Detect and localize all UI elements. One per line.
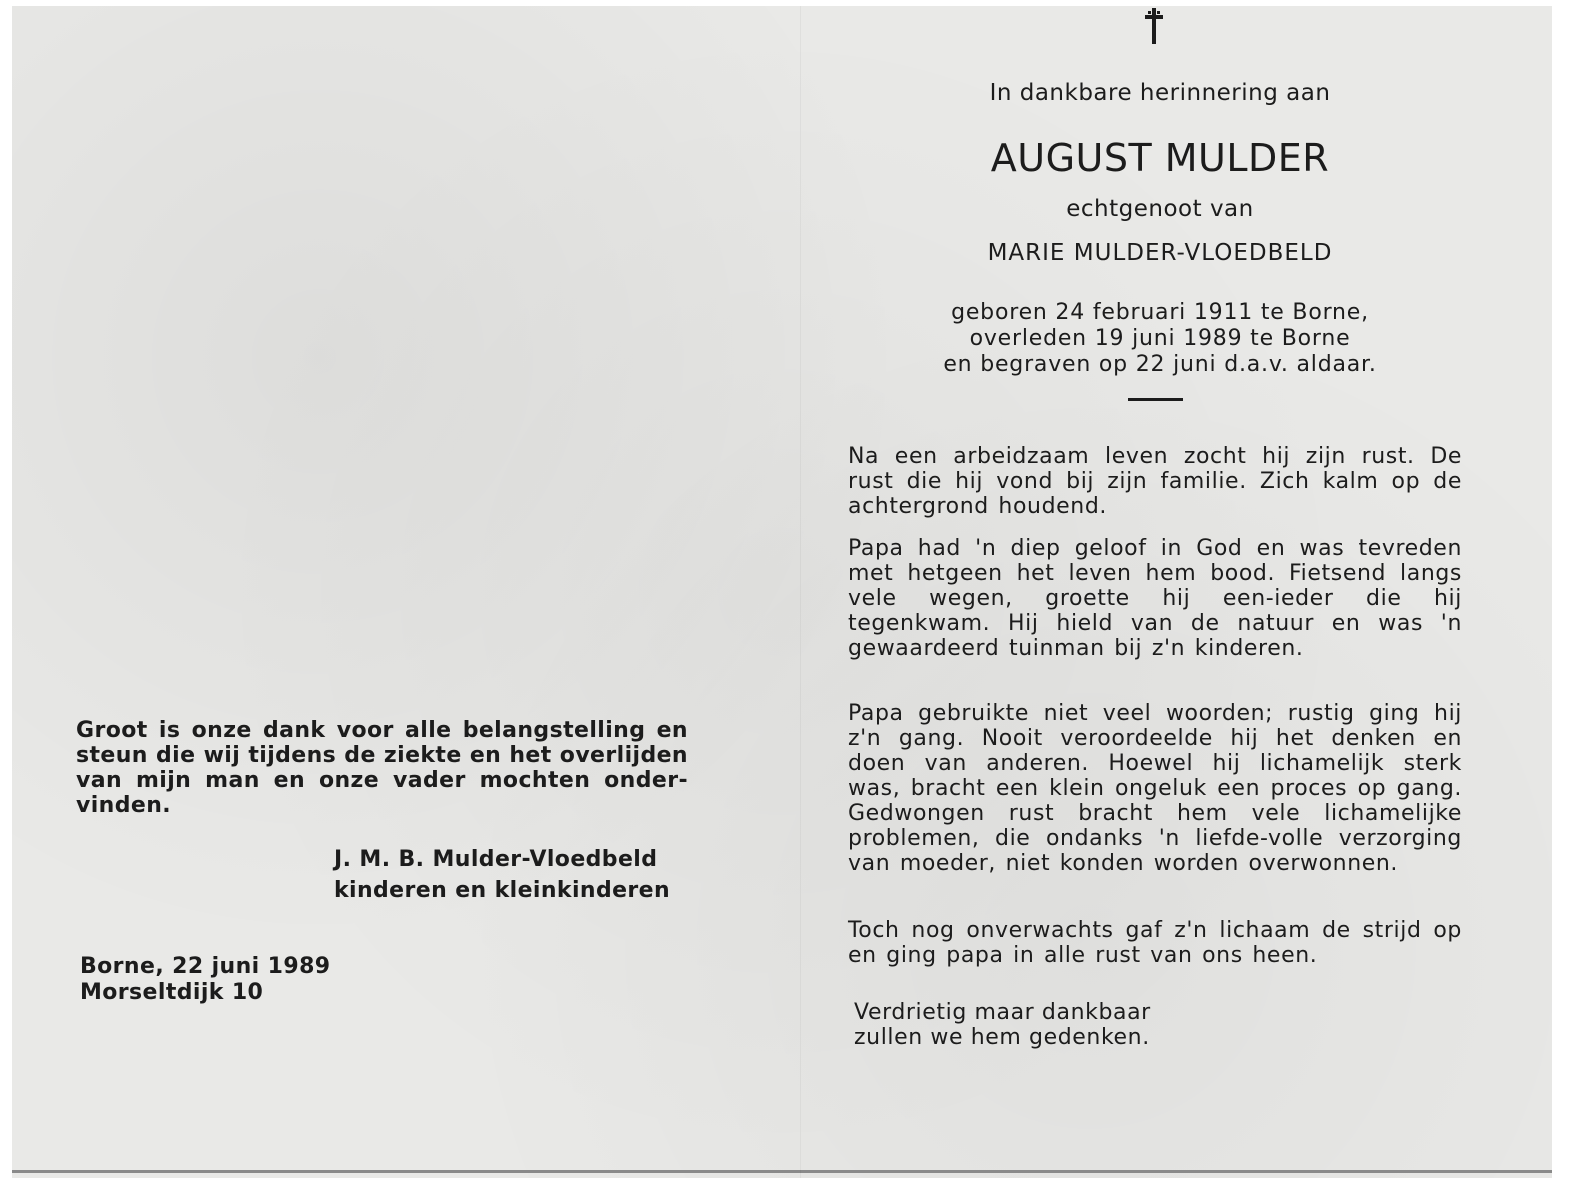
paragraph-text: Papa gebruikte niet veel woorden; rustig ging hij z'n gang. Nooit veroordeelde hij het denken en doen van anderen. Hoewel hij lichamelijk sterk was, bracht een klein ongeluk een proces op gang. Gedwongen rust bracht hem vele lichamelijke problemen, die ondanks 'n liefde-volle verzorging van moeder, niet konden worden overwonnen.	[848, 701, 1462, 876]
spouse-name: MARIE MULDER-VLOEDBELD	[987, 240, 1333, 266]
closing-line-2: zullen we hem gedenken.	[854, 1025, 1150, 1050]
closing-block	[854, 1000, 1254, 1050]
burial-line: en begraven op 22 juni d.a.v. aldaar.	[943, 352, 1377, 377]
page-fold	[800, 6, 801, 1178]
paragraph-text: Toch nog onverwachts gaf z'n lichaam de strijd op en ging papa in alle rust van ons heen.	[848, 918, 1462, 968]
paragraph-2	[848, 536, 1462, 661]
place-date: Borne, 22 juni 1989	[80, 954, 331, 979]
paragraph-text: Papa had 'n diep geloof in God en was tevreden met hetgeen het leven hem bood. Fietsend langs vele wegen, groette hij een-ieder die hij tegenkwam. Hij hield van de natuur en was 'n gewaardeerd tuinman bij z'n kinderen.	[848, 536, 1462, 661]
thanks-text: Groot is onze dank voor alle belangstelling en steun die wij tijdens de ziekte en het overlijden van mijn man en onze vader mochten onder-vinden.	[76, 718, 688, 818]
closing-line-1: Verdrietig maar dankbaar	[854, 1000, 1151, 1025]
paragraph-4	[848, 918, 1462, 968]
paragraph-text: Na een arbeidzaam leven zocht hij zijn rust. De rust die hij vond bij zijn familie. Zich kalm op de achtergrond houdend.	[848, 444, 1462, 519]
signature-family: kinderen en kleinkinderen	[334, 878, 671, 903]
birth-line: geboren 24 februari 1911 te Borne,	[951, 300, 1369, 325]
dates-block	[880, 300, 1440, 378]
address: Morseltdijk 10	[80, 980, 264, 1005]
signature-name: J. M. B. Mulder-Vloedbeld	[334, 847, 658, 872]
spouse-of-label: echtgenoot van	[1066, 196, 1254, 222]
signature-block	[334, 844, 734, 906]
death-line: overleden 19 juni 1989 te Borne	[969, 326, 1351, 351]
place-date-block	[80, 954, 380, 1006]
deceased-name: AUGUST MULDER	[990, 136, 1330, 180]
intro-line: In dankbare herinnering aan	[989, 80, 1331, 106]
paragraph-1	[848, 444, 1462, 519]
paragraph-3	[848, 701, 1462, 876]
sheet-bottom-edge	[12, 1170, 1552, 1173]
divider-line	[1128, 398, 1183, 401]
cross-icon	[1143, 6, 1165, 46]
